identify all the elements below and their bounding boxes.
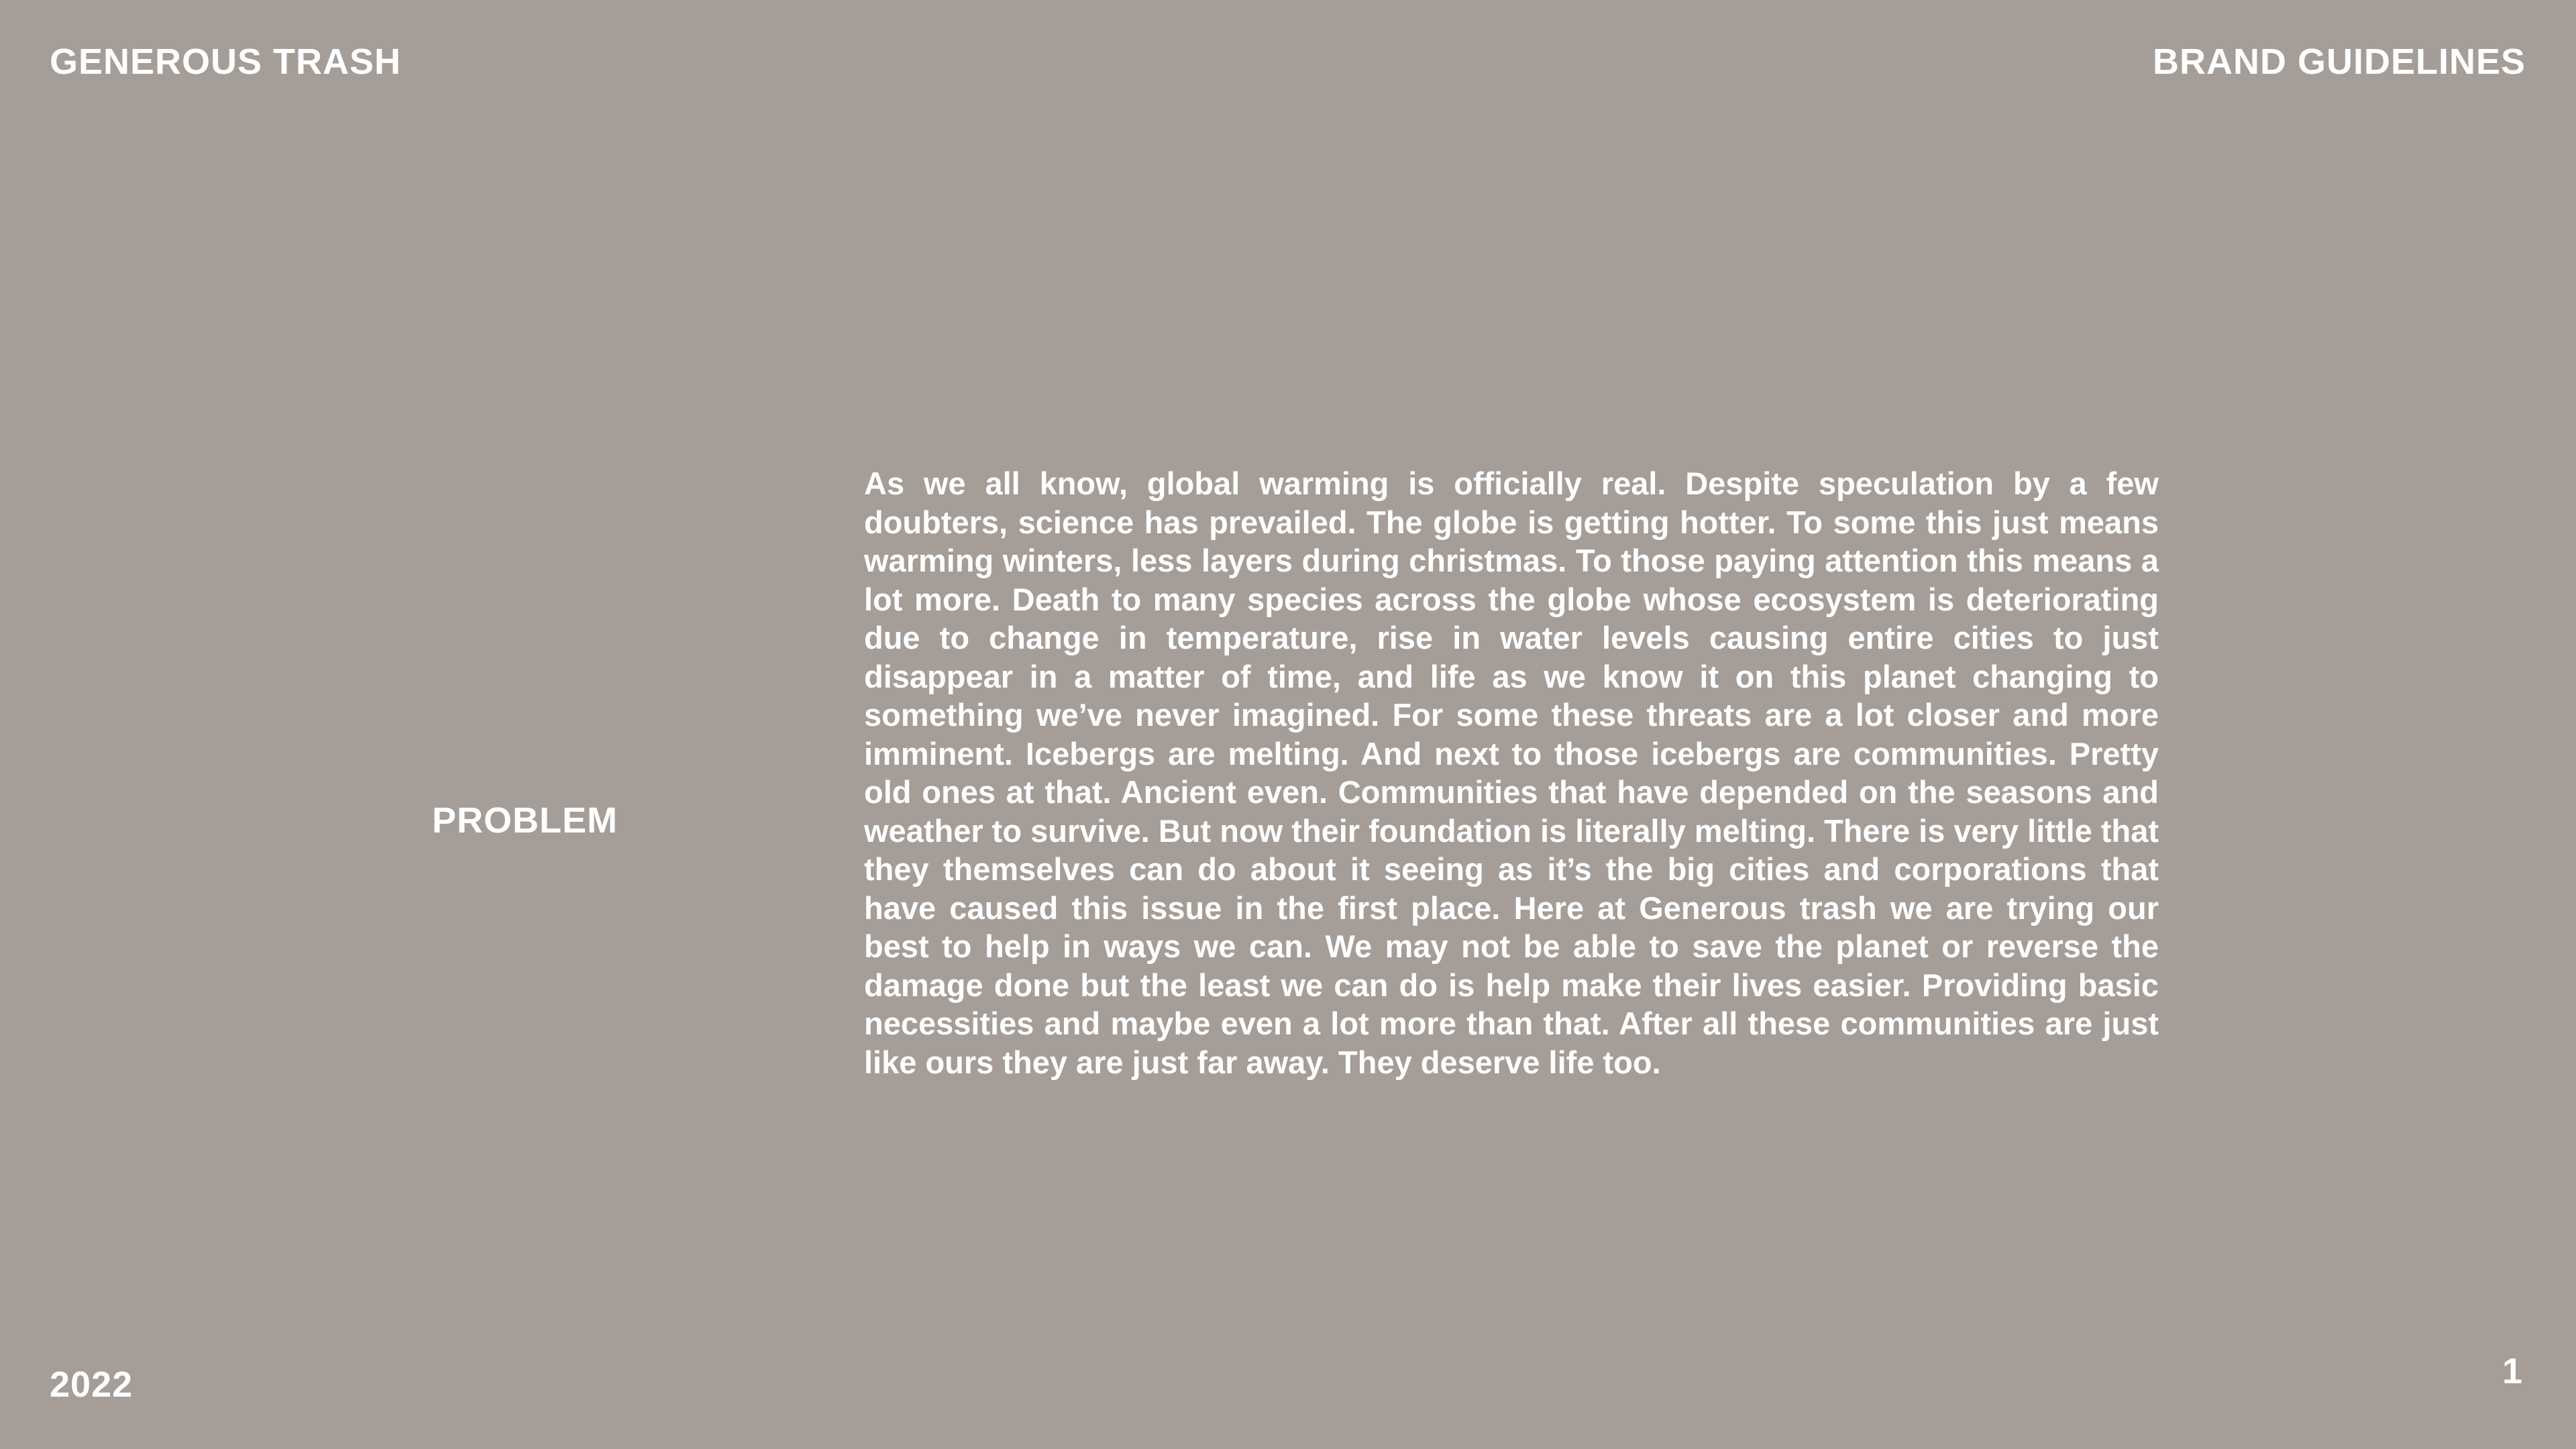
year-label: 2022: [50, 1364, 133, 1405]
page-number: 1: [2502, 1351, 2523, 1391]
brand-name: GENEROUS TRASH: [50, 42, 402, 82]
section-heading: PROBLEM: [432, 800, 618, 841]
section-body-text: As we all know, global warming is officially real. Despite speculation by a few doubters, science has prevailed. The globe is getting hotter. To some this just means warming winters, less layers during christmas. To those paying attention this means a lot more. Death to many species across the globe whose ecosystem is deteriorating due to change in temperature, rise in water levels causing entire cities to just disappear in a matter of time, and life as we know it on this planet changing to something we’ve never imagined. For some these threats are a lot closer and more imminent. Icebergs are melting. And next to those icebergs are communities. Pretty old ones at that. Ancient even. Communities that have depended on the seasons and weather to survive. But now their foundation is literally melting. There is very little that they themselves can do about it seeing as it’s the big cities and corporations that have caused this issue in the first place. Here at Generous trash we are trying our best to help in ways we can. We may not be able to save the planet or reverse the damage done but the least we can do is help make their lives easier. Providing basic necessities and maybe even a lot more than that. After all these communities are just like ours they are just far away. They deserve life too.: [864, 466, 2159, 1080]
document-type-label: BRAND GUIDELINES: [2152, 42, 2526, 82]
